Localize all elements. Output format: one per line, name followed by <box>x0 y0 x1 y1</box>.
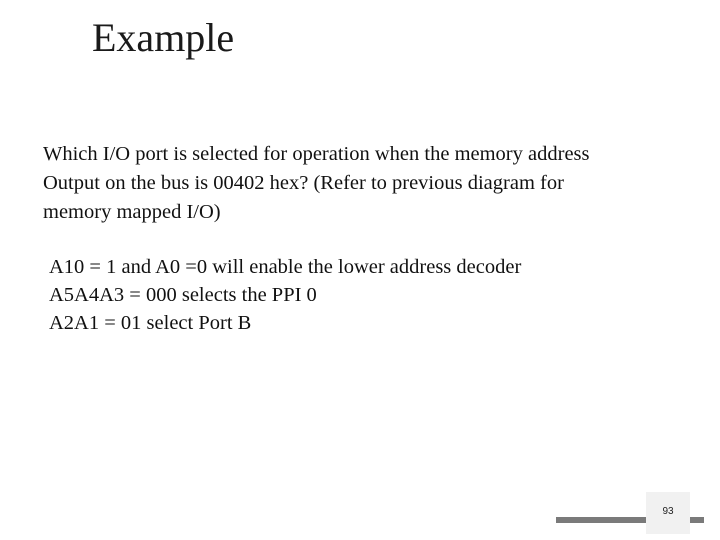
question-line: Output on the bus is 00402 hex? (Refer to previous diagram for <box>43 172 564 194</box>
answer-text <box>49 253 699 337</box>
question-line: memory mapped I/O) <box>43 201 221 223</box>
slide-title: Example <box>92 15 235 60</box>
page-number: 93 <box>662 506 674 517</box>
answer-line: A2A1 = 01 select Port B <box>49 312 252 334</box>
answer-line: A10 = 1 and A0 =0 will enable the lower address decoder <box>49 256 522 278</box>
answer-line: A5A4A3 = 000 selects the PPI 0 <box>49 284 317 306</box>
question-text <box>43 140 703 227</box>
question-line: Which I/O port is selected for operation when the memory address <box>43 143 590 165</box>
